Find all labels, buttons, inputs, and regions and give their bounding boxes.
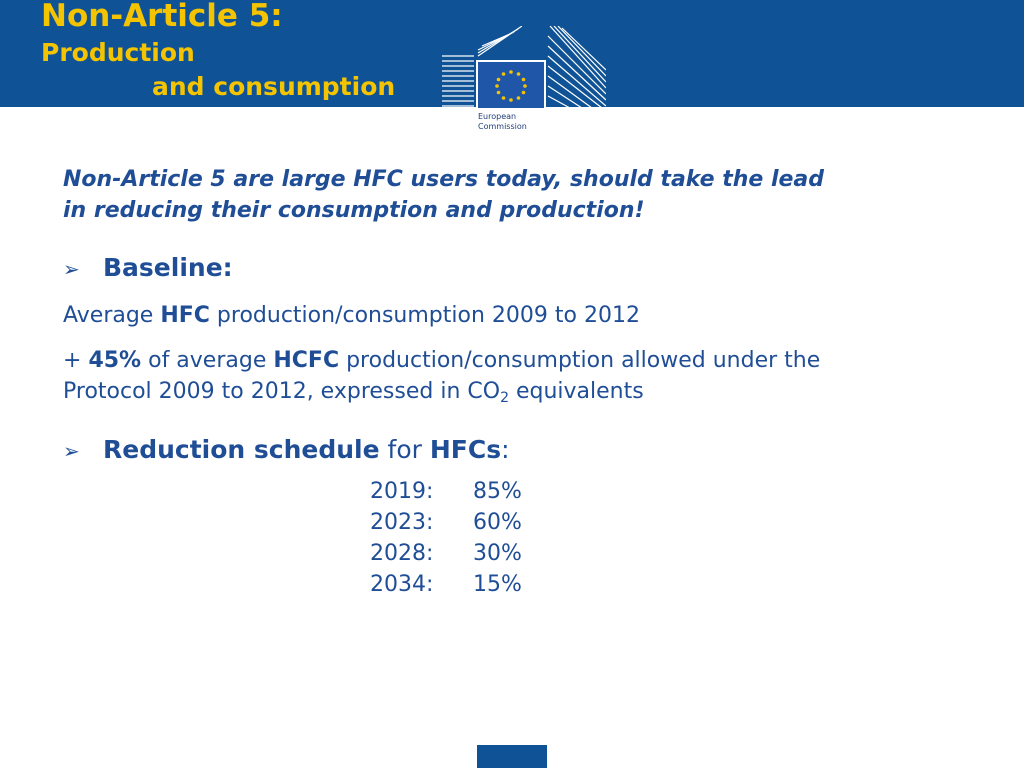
schedule-value: 60%	[473, 510, 522, 535]
plus-hcfc: HCFC	[273, 348, 340, 373]
reduction-hfcs: HFCs	[429, 435, 502, 464]
baseline-protocol-line	[63, 376, 644, 414]
schedule-year: 2023:	[370, 510, 434, 535]
plus-percent: 45%	[88, 348, 142, 373]
reduction-colon: :	[501, 435, 510, 464]
schedule-row	[370, 538, 570, 569]
baseline-label: Baseline:	[103, 253, 233, 282]
slide-title: Non-Article 5:	[41, 0, 283, 34]
schedule-year: 2028:	[370, 541, 434, 566]
avg-suffix: production/consumption 2009 to 2012	[209, 303, 640, 328]
arrow-bullet-icon: ➢	[63, 439, 80, 463]
schedule-row	[370, 507, 570, 538]
european-commission-logo	[442, 26, 606, 144]
baseline-hcfc-line	[63, 345, 820, 376]
slide-subtitle-line-2: and consumption	[152, 72, 396, 101]
logo-line-european: European	[478, 112, 517, 121]
lead-line-1: Non-Article 5 are large HFC users today, should take the lead	[63, 167, 825, 192]
footer-flag-tab	[477, 745, 547, 768]
plus-prefix: +	[63, 348, 89, 373]
reduction-heading	[63, 434, 510, 467]
co2-subscript: 2	[500, 390, 509, 406]
schedule-row	[370, 569, 570, 600]
arrow-bullet-icon: ➢	[63, 257, 80, 281]
schedule-value: 85%	[473, 479, 522, 504]
reduction-schedule	[370, 476, 570, 600]
logo-wordmark	[478, 112, 546, 132]
protocol-prefix: Protocol 2009 to 2012, expressed in CO	[63, 379, 501, 404]
lead-line-2: in reducing their consumption and production!	[63, 198, 645, 223]
protocol-suffix: equivalents	[508, 379, 644, 404]
baseline-average-line	[63, 300, 640, 331]
avg-prefix: Average	[63, 303, 161, 328]
avg-hfc: HFC	[160, 303, 210, 328]
logo-line-commission: Commission	[478, 122, 527, 131]
plus-suffix: production/consumption allowed under the	[339, 348, 821, 373]
schedule-value: 15%	[473, 572, 522, 597]
schedule-year: 2019:	[370, 479, 434, 504]
schedule-value: 30%	[473, 541, 522, 566]
reduction-label: Reduction schedule	[103, 435, 380, 464]
schedule-row	[370, 476, 570, 507]
slide-subtitle-line-1: Production	[41, 38, 195, 67]
plus-mid: of average	[141, 348, 274, 373]
reduction-for: for	[379, 435, 430, 464]
schedule-year: 2034:	[370, 572, 434, 597]
lead-statement	[63, 164, 963, 226]
baseline-heading	[63, 252, 233, 285]
